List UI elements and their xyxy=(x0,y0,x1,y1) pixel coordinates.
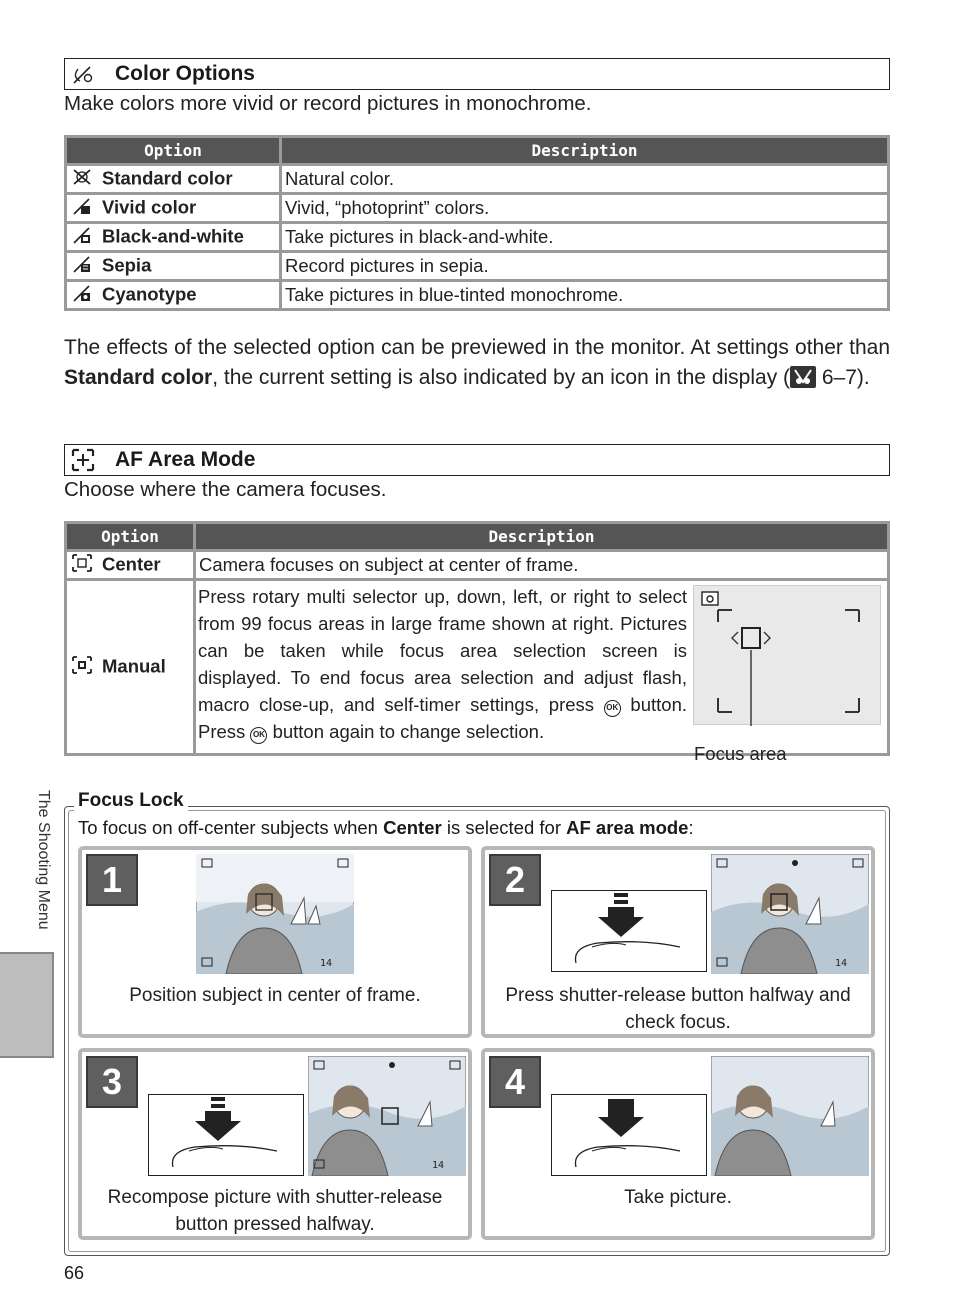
shutter-half-press-illustration xyxy=(551,890,707,972)
color-options-table xyxy=(64,135,890,311)
cyanotype-icon xyxy=(70,283,94,308)
column-header-description: Description xyxy=(196,524,887,549)
section-side-tab xyxy=(0,952,54,1058)
section-side-tab-label: The Shooting Menu xyxy=(35,790,52,930)
option-label: Center xyxy=(102,552,161,574)
step-number: 1 xyxy=(86,854,138,906)
table-row xyxy=(67,224,887,250)
column-header-option: Option xyxy=(67,138,279,163)
option-label: Vivid color xyxy=(102,195,197,217)
option-label: Sepia xyxy=(102,253,152,275)
option-label: Cyanotype xyxy=(102,282,197,304)
shots-remaining: 14 xyxy=(432,1160,445,1171)
shutter-full-press-illustration xyxy=(551,1094,707,1176)
option-description: Take pictures in black-and-white. xyxy=(282,224,887,250)
option-description: Record pictures in sepia. xyxy=(282,253,887,279)
camera-monitor-illustration xyxy=(196,854,354,974)
step-caption: Press shutter-release button halfway and check focus. xyxy=(505,985,851,1033)
option-label: Standard color xyxy=(102,166,233,188)
final-picture-illustration xyxy=(711,1056,869,1176)
option-label: Manual xyxy=(102,654,166,676)
standard-color-emphasis: Standard color xyxy=(64,366,213,389)
focus-lock-step-3 xyxy=(78,1048,472,1240)
sepia-icon xyxy=(70,254,94,279)
step-caption: Position subject in center of frame. xyxy=(129,985,421,1006)
focus-lock-step-4 xyxy=(481,1048,875,1240)
color-options-paragraph: The effects of the selected option can be previewed in the monitor. At settings other than Standard color, the current setting is also indicated by an icon in the display ( 6–7). xyxy=(64,336,890,389)
table-row xyxy=(67,282,887,308)
black-and-white-icon xyxy=(70,225,94,250)
focus-area-preview xyxy=(693,585,881,764)
column-header-description: Description xyxy=(282,138,887,163)
center-af-icon xyxy=(70,553,94,578)
focus-lock-title: Focus Lock xyxy=(74,790,188,812)
step-number: 3 xyxy=(86,1056,138,1108)
standard-color-icon xyxy=(70,167,94,192)
shots-remaining: 14 xyxy=(320,958,333,969)
af-area-mode-title: AF Area Mode xyxy=(115,448,256,471)
table-row xyxy=(67,552,887,578)
af-area-mode-heading xyxy=(64,444,890,476)
focus-lock-step-1 xyxy=(78,846,472,1038)
page-reference-icon xyxy=(790,366,816,388)
vivid-color-icon xyxy=(70,196,94,221)
step-number: 4 xyxy=(489,1056,541,1108)
af-area-icon xyxy=(65,448,101,472)
option-description: Take pictures in blue-tinted monochrome. xyxy=(282,282,887,308)
table-row xyxy=(67,581,887,753)
ok-button-icon: OK xyxy=(250,727,267,744)
table-row xyxy=(67,253,887,279)
option-label: Black-and-white xyxy=(102,224,244,246)
color-options-icon xyxy=(65,63,101,85)
column-header-option: Option xyxy=(67,524,193,549)
step-caption: Take picture. xyxy=(624,1187,732,1208)
af-area-intro: Choose where the camera focuses. xyxy=(64,478,387,501)
shutter-half-press-illustration xyxy=(148,1094,304,1176)
color-options-heading xyxy=(64,58,890,90)
manual-af-icon xyxy=(70,655,94,680)
color-options-intro: Make colors more vivid or record pictures in monochrome. xyxy=(64,92,592,115)
table-row xyxy=(67,166,887,192)
manual-description: Press rotary multi selector up, down, left, or right to select from 99 focus areas in large frame shown at right. Pictures can be taken while focus area selection screen is displayed. To end focus area selection and adjust flash, macro close-up, and self-timer settings, press OK button. Press OK button again to change selection. Focus area xyxy=(196,581,887,747)
option-description: Vivid, “photoprint” colors. xyxy=(282,195,887,221)
option-description: Natural color. xyxy=(282,166,887,192)
step-number: 2 xyxy=(489,854,541,906)
ok-button-icon: OK xyxy=(604,700,621,717)
focus-area-label: Focus area xyxy=(694,743,787,764)
camera-monitor-illustration xyxy=(308,1056,466,1176)
table-row xyxy=(67,195,887,221)
focus-lock-step-2 xyxy=(481,846,875,1038)
step-caption: Recompose picture with shutter-release button pressed halfway. xyxy=(107,1187,443,1235)
option-description: Camera focuses on subject at center of frame. xyxy=(196,552,887,578)
shots-remaining: 14 xyxy=(835,958,848,969)
color-options-title: Color Options xyxy=(115,62,255,85)
af-area-table xyxy=(64,521,890,764)
page-number: 66 xyxy=(64,1263,85,1283)
camera-monitor-illustration xyxy=(711,854,869,974)
focus-lock-intro: To focus on off-center subjects when Center is selected for AF area mode: xyxy=(78,817,694,838)
